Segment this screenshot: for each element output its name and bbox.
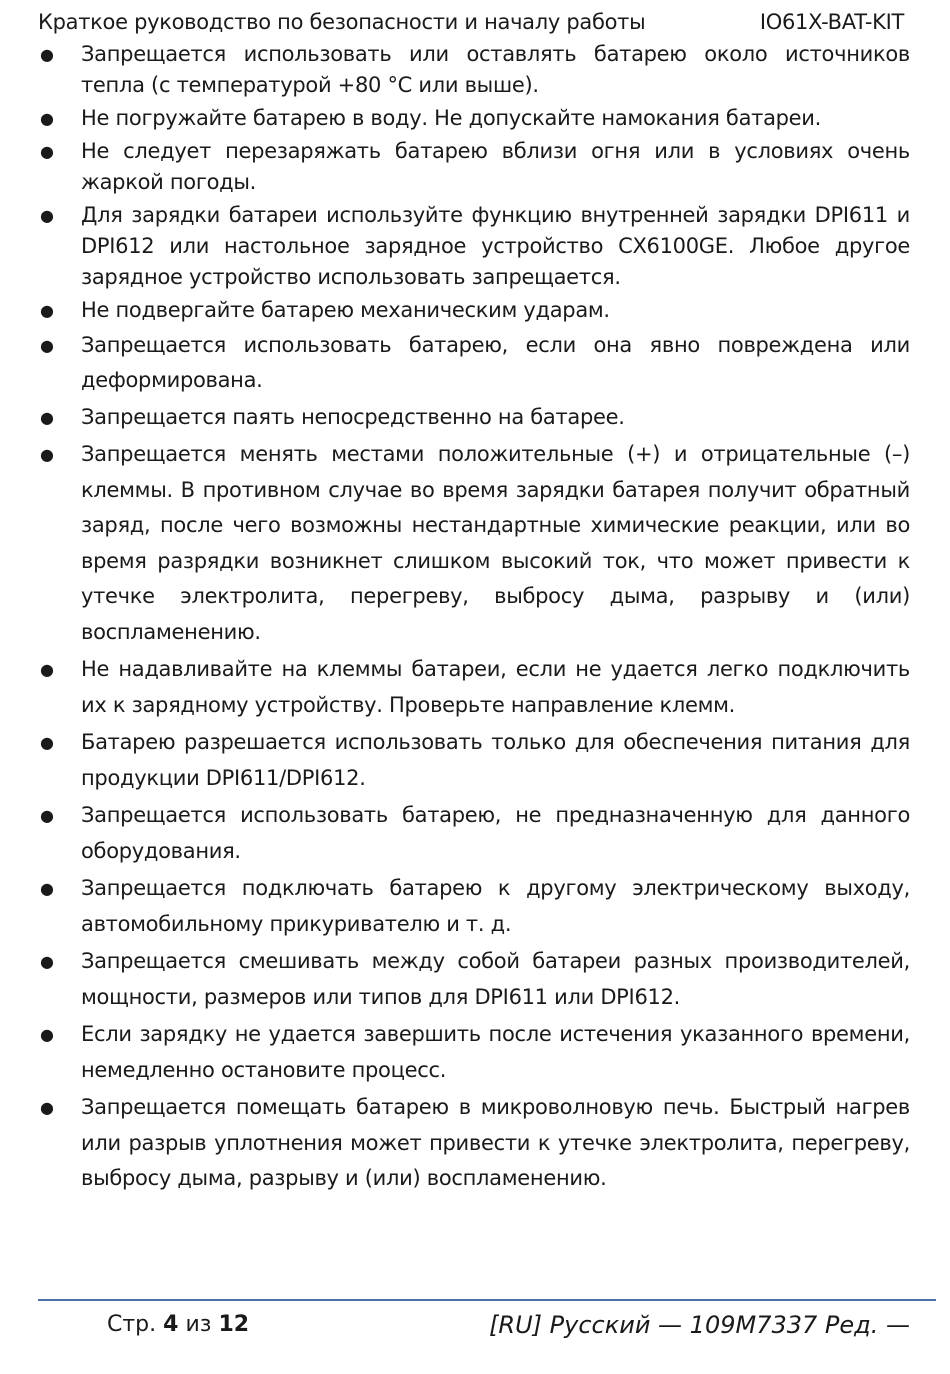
list-item <box>38 871 910 942</box>
list-item <box>38 1090 910 1197</box>
list-item-text: Запрещается использовать или оставлять батарею около источников тепла (с температурой +80 °С или выше). <box>81 42 910 97</box>
safety-bullet-list <box>38 39 910 1199</box>
current-page: 4 <box>163 1312 179 1337</box>
footer-divider <box>38 1299 936 1301</box>
list-item-text: Не погружайте батарею в воду. Не допускайте намокания батареи. <box>81 106 822 130</box>
bullet-icon: ● <box>40 952 54 971</box>
list-item-text: Запрещается менять местами положительные (+) и отрицательные (–) клеммы. В противном случае во время зарядки батарея получит обратный заряд, после чего возможны нестандартные химические реакции, или во время разрядки возникнет слишком высокий ток, что может привести к утечке электролита, перегреву, выбросу дыма, разрыву и (или) воспламенению. <box>81 442 910 644</box>
list-item <box>38 328 910 398</box>
page-header <box>38 8 910 36</box>
footer-doc-reference: [RU] Русский — 109M7337 Ред. — <box>489 1311 910 1339</box>
list-item <box>38 1017 910 1088</box>
bullet-icon: ● <box>40 879 54 898</box>
page-of: из <box>185 1312 212 1337</box>
bullet-icon: ● <box>40 445 54 464</box>
list-item <box>38 200 910 293</box>
bullet-icon: ● <box>40 1025 54 1044</box>
list-item-text: Запрещается помещать батарею в микроволновую печь. Быстрый нагрев или разрыв уплотнения может привести к утечке электролита, перегреву, выбросу дыма, разрыву и (или) воспламенению. <box>81 1095 910 1190</box>
bullet-icon: ● <box>40 206 54 225</box>
list-item <box>38 400 910 435</box>
list-item-text: Если зарядку не удается завершить после истечения указанного времени, немедленно остановите процесс. <box>81 1022 910 1082</box>
bullet-icon: ● <box>40 806 54 825</box>
list-item-text: Батарею разрешается использовать только для обеспечения питания для продукции DPI611/DPI612. <box>81 730 910 790</box>
list-item <box>38 725 910 796</box>
list-item <box>38 437 910 650</box>
document-title: Краткое руководство по безопасности и началу работы <box>38 10 646 34</box>
list-item-text: Запрещается паять непосредственно на батарее. <box>81 405 625 429</box>
list-item <box>38 944 910 1015</box>
total-pages: 12 <box>218 1312 250 1337</box>
list-item-text: Запрещается подключать батарею к другому электрическому выходу, автомобильному прикуривателю и т. д. <box>81 876 910 936</box>
document-code: IO61X-BAT-KIT <box>759 10 904 34</box>
list-item-text: Не надавливайте на клеммы батареи, если не удается легко подключить их к зарядному устройству. Проверьте направление клемм. <box>81 657 910 717</box>
list-item-text: Запрещается использовать батарею, не предназначенную для данного оборудования. <box>81 803 910 863</box>
list-item <box>38 652 910 723</box>
bullet-icon: ● <box>40 336 54 355</box>
list-item <box>38 136 910 198</box>
list-item-text: Не подвергайте батарею механическим ударам. <box>81 298 610 322</box>
bullet-icon: ● <box>40 1098 54 1117</box>
list-item <box>38 39 910 101</box>
bullet-icon: ● <box>40 142 54 161</box>
list-item <box>38 295 910 326</box>
bullet-icon: ● <box>40 45 54 64</box>
list-item <box>38 798 910 869</box>
list-item <box>38 103 910 134</box>
list-item-text: Запрещается использовать батарею, если она явно повреждена или деформирована. <box>81 333 910 392</box>
page-prefix: Стр. <box>107 1312 157 1337</box>
list-item-text: Запрещается смешивать между собой батареи разных производителей, мощности, размеров или типов для DPI611 или DPI612. <box>81 949 910 1009</box>
bullet-icon: ● <box>40 109 54 128</box>
list-item-text: Для зарядки батареи используйте функцию внутренней зарядки DPI611 и DPI612 или настольное зарядное устройство CX6100GE. Любое другое зарядное устройство использовать запрещается. <box>81 203 910 289</box>
page-number <box>107 1310 249 1340</box>
bullet-icon: ● <box>40 733 54 752</box>
bullet-icon: ● <box>40 408 54 427</box>
list-item-text: Не следует перезаряжать батарею вблизи огня или в условиях очень жаркой погоды. <box>81 139 910 194</box>
bullet-icon: ● <box>40 660 54 679</box>
bullet-icon: ● <box>40 301 54 320</box>
